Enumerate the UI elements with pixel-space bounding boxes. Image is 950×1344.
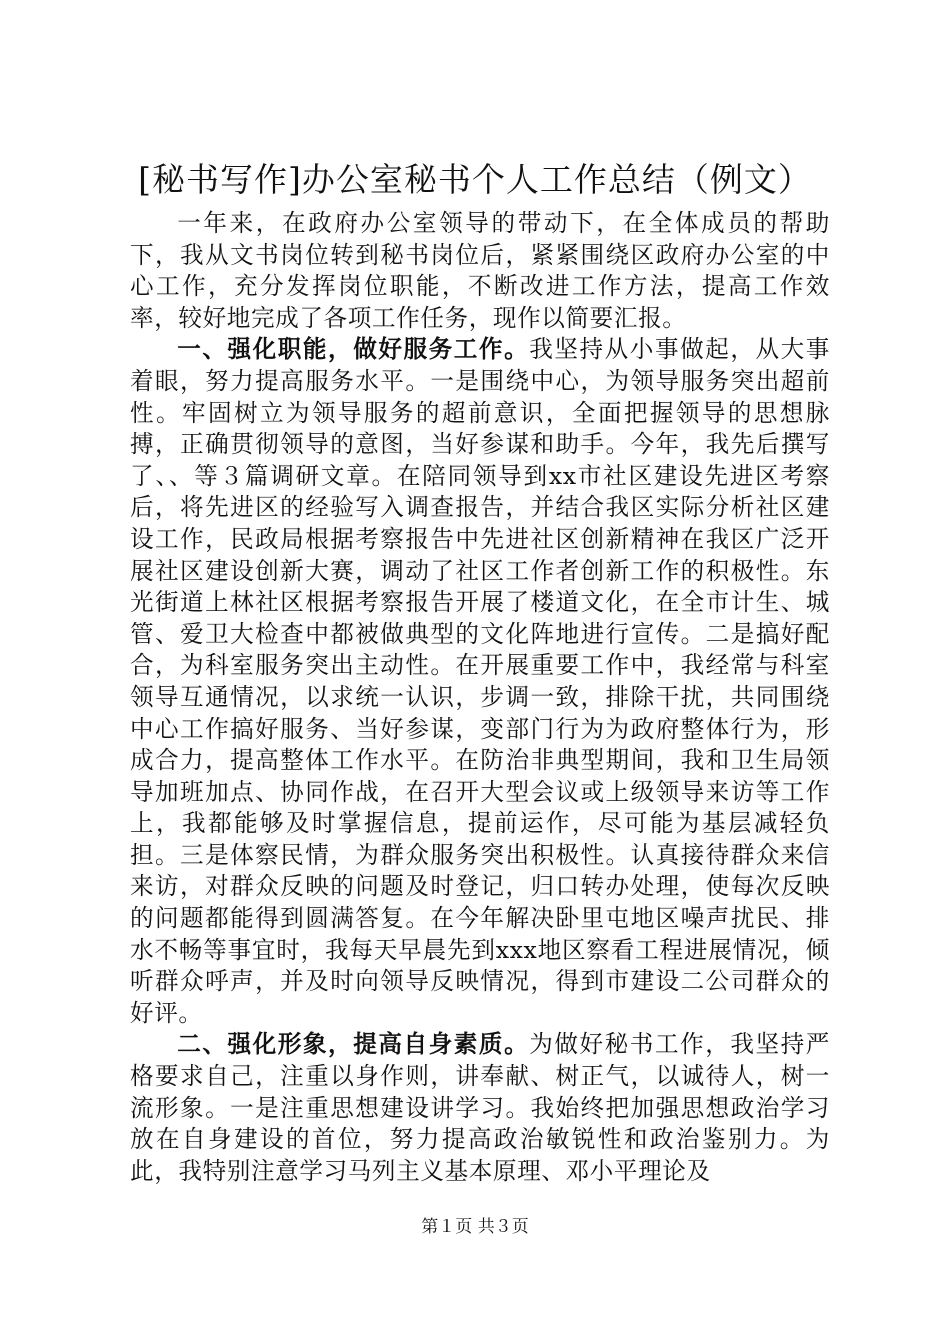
document-body xyxy=(130,208,830,1187)
paragraph-section-1 xyxy=(130,334,830,1029)
paragraph-heading: 一、强化职能，做好服务工作。 xyxy=(177,335,530,364)
paragraph-text: 为做好秘书工作，我坚持严格要求自己，注重以身作则，讲奉献、树正气，以诚待人，树一流形象。一是注重思想建设讲学习。我始终把加强思想政治学习放在自身建设的首位，努力提高政治敏锐性和政治鉴别力。为此，我特别注意学习马列主义基本原理、邓小平理论及 xyxy=(130,1030,830,1185)
paragraph-text: 一年来，在政府办公室领导的带动下，在全体成员的帮助下，我从文书岗位转到秘书岗位后，紧紧围绕区政府办公室的中心工作，充分发挥岗位职能，不断改进工作方法，提高工作效率，较好地完成了各项工作任务，现作以简要汇报。 xyxy=(130,209,830,332)
page-number-footer: 第１页 共３页 xyxy=(421,1217,529,1237)
paragraph-section-2 xyxy=(130,1029,830,1187)
paragraph-text: 我坚持从小事做起，从大事着眼，努力提高服务水平。一是围绕中心，为领导服务突出超前性。牢固树立为领导服务的超前意识，全面把握领导的思想脉搏，正确贯彻领导的意图，当好参谋和助手。今年，我先后撰写了、、等３篇调研文章。在陪同领导到xx市社区建设先进区考察后，将先进区的经验写入调查报告，并结合我区实际分析社区建设工作，民政局根据考察报告中先进社区创新精神在我区广泛开展社区建设创新大赛，调动了社区工作者创新工作的积极性。东光街道上林社区根据考察报告开展了楼道文化，在全市计生、城管、爱卫大检查中都被做典型的文化阵地进行宣传。二是搞好配合，为科室服务突出主动性。在开展重要工作中，我经常与科室领导互通情况，以求统一认识，步调一致，排除干扰，共同围绕中心工作搞好服务、当好参谋，变部门行为为政府整体行为，形成合力，提高整体工作水平。在防治非典型期间，我和卫生局领导加班加点、协同作战，在召开大型会议或上级领导来访等工作上，我都能够及时掌握信息，提前运作，尽可能为基层减轻负担。三是体察民情，为群众服务突出积极性。认真接待群众来信来访，对群众反映的问题及时登记，归口转办处理，使每次反映的问题都能得到圆满答复。在今年解决卧里屯地区噪声扰民、排水不畅等事宜时，我每天早晨先到xxx地区察看工程进展情况，倾听群众呼声，并及时向领导反映情况，得到市建设二公司群众的好评。 xyxy=(130,335,830,1027)
paragraph-heading: 二、强化形象，提高自身素质。 xyxy=(177,1030,530,1059)
paragraph-intro xyxy=(130,208,830,334)
document-title: [秘书写作]办公室秘书个人工作总结（例文） xyxy=(138,160,812,199)
